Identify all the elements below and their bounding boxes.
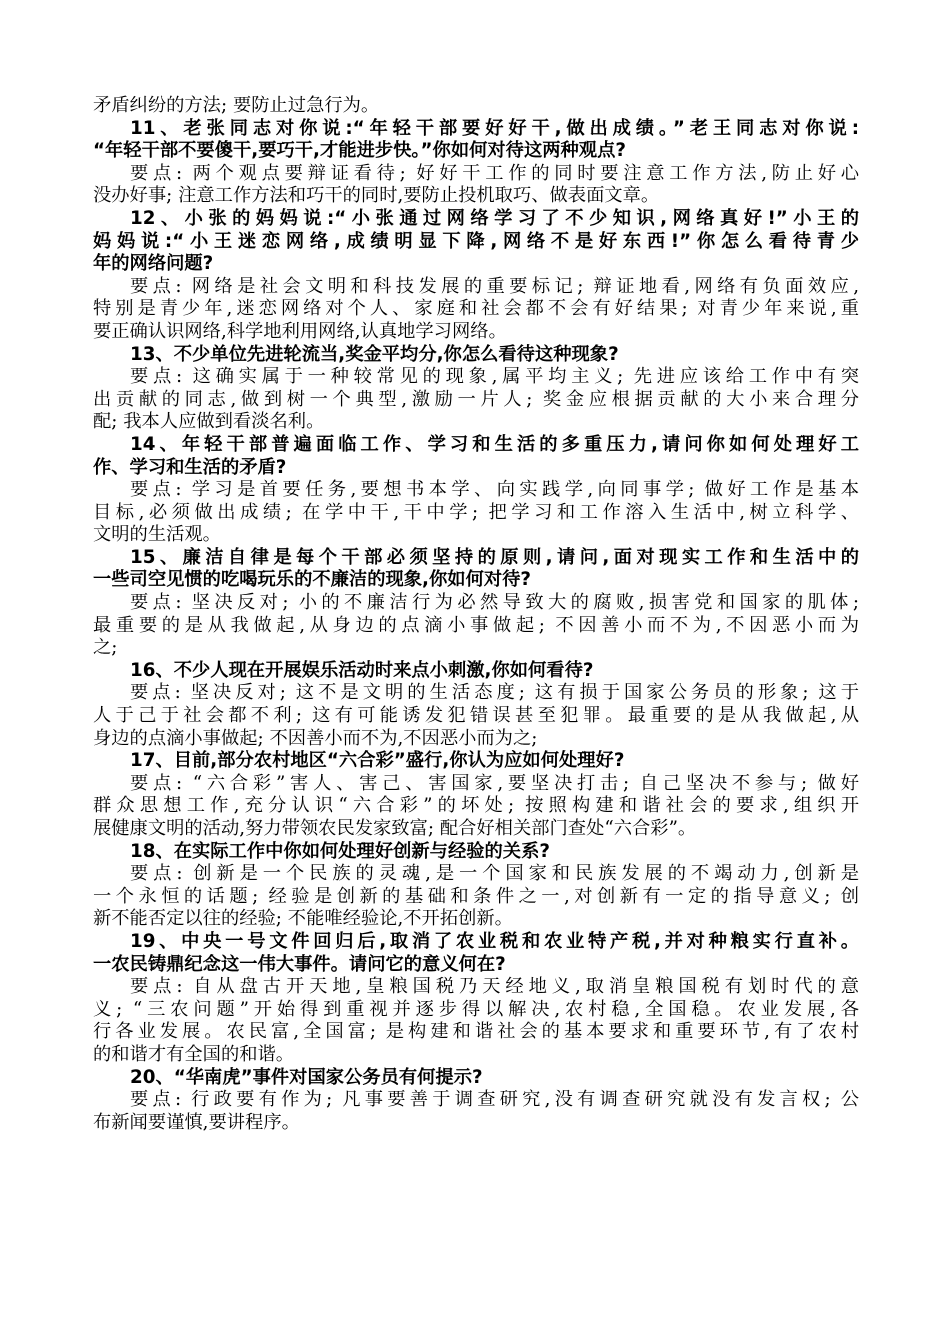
answer-line: 要点: 创新是一个民族的灵魂,是一个国家和民族发展的不竭动力,创新是	[130, 863, 859, 885]
answer-line: 新不能否定以往的经验; 不能唯经验论,不开拓创新。	[93, 908, 513, 930]
answer-line: 要点: 学习是首要任务,要想书本学、向实践学,向同事学; 做好工作是基本	[130, 479, 859, 501]
answer-line: 要点: 坚决反对; 这不是文明的生活态度; 这有损于国家公务员的形象; 这于	[130, 682, 859, 704]
answer-line: 要点: 行政要有作为; 凡事要善于调查研究,没有调查研究就没有发言权; 公	[130, 1089, 859, 1111]
answer-line: 要点: “六合彩”害人、害己、害国家,要坚决打击; 自己坚决不参与; 做好	[130, 772, 859, 794]
answer-line: 行各业发展。农民富,全国富; 是构建和谐社会的基本要求和重要环节,有了农村	[93, 1021, 859, 1043]
answer-line: 矛盾纠纷的方法; 要防止过急行为。	[93, 95, 380, 116]
question-line: 年的网络问题?	[93, 253, 214, 275]
answer-line: 要点: 网络是社会文明和科技发展的重要标记; 辩证地看,网络有负面效应,	[130, 275, 859, 297]
question-line: 18、在实际工作中你如何处理好创新与经验的关系?	[130, 840, 550, 862]
question-line: 作、学习和生活的矛盾?	[93, 456, 287, 478]
question-line: 19、中央一号文件回归后,取消了农业税和农业特产税,并对种粮实行直补。	[130, 930, 859, 952]
answer-line: 群众思想工作,充分认识“六合彩”的坏处; 按照构建和谐社会的要求,组织开	[93, 795, 859, 817]
answer-line: 文明的生活观。	[93, 524, 221, 546]
answer-line: 之;	[93, 637, 118, 659]
question-line: 16、不少人现在开展娱乐活动时来点小刺激,你如何看待?	[130, 659, 594, 681]
answer-line: 义; “三农问题”开始得到重视并逐步得以解决,农村稳,全国稳。农业发展,各	[93, 998, 859, 1020]
answer-line: 要点: 两个观点要辩证看待; 好好干工作的同时要注意工作方法,防止好心	[130, 162, 859, 184]
question-line: 17、目前,部分农村地区“六合彩”盛行,你认为应如何处理好?	[130, 750, 625, 772]
answer-line: 的和谐才有全国的和谐。	[93, 1043, 295, 1065]
question-line: 13、不少单位先进轮流当,奖金平均分,你怎么看待这种现象?	[130, 343, 619, 365]
question-line: 20、“华南虎”事件对国家公务员有何提示?	[130, 1066, 483, 1088]
answer-line: 配; 我本人应做到看淡名利。	[93, 411, 325, 433]
question-line: 一农民铸鼎纪念这一伟大事件。请问它的意义何在?	[93, 953, 506, 975]
question-line: 12、小张的妈妈说:“小张通过网络学习了不少知识,网络真好!”小王的	[130, 207, 859, 229]
answer-line: 布新闻要谨慎,要讲程序。	[93, 1111, 300, 1133]
answer-line: 目标,必须做出成绩; 在学中干,干中学; 把学习和工作溶入生活中,树立科学、	[93, 501, 859, 523]
answer-line: 没办好事; 注意工作方法和巧干的同时,要防止投机取巧、做表面文章。	[93, 185, 660, 207]
answer-line: 要点: 自从盘古开天地,皇粮国税乃天经地义,取消皇粮国税有划时代的意	[130, 976, 859, 998]
answer-line: 展健康文明的活动,努力带领农民发家致富; 配合好相关部门查处“六合彩”。	[93, 818, 697, 839]
question-line: 一些司空见惯的吃喝玩乐的不廉洁的现象,你如何对待?	[93, 569, 532, 591]
answer-line: 要点: 这确实属于一种较常见的现象,属平均主义; 先进应该给工作中有突	[130, 366, 859, 388]
answer-line: 人于己于社会都不利; 这有可能诱发犯错误甚至犯罪。最重要的是从我做起,从	[93, 705, 859, 727]
answer-line: 出贡献的同志,做到树一个典型,激励一片人; 奖金应根据贡献的大小来合理分	[93, 388, 859, 410]
answer-line: 一个永恒的话题; 经验是创新的基础和条件之一,对创新有一定的指导意义; 创	[93, 885, 859, 907]
question-line: “年轻干部不要傻干,要巧干,才能进步快。”你如何对待这两种观点?	[93, 140, 626, 162]
answer-line: 要正确认识网络,科学地利用网络,认真地学习网络。	[93, 320, 507, 342]
answer-line: 特别是青少年,迷恋网络对个人、家庭和社会都不会有好结果; 对青少年来说,重	[93, 298, 859, 320]
answer-line: 要点: 坚决反对; 小的不廉洁行为必然导致大的腐败,损害党和国家的肌体;	[130, 592, 859, 614]
question-line: 15、廉洁自律是每个干部必须坚持的原则,请问,面对现实工作和生活中的	[130, 546, 859, 568]
answer-line: 身边的点滴小事做起; 不因善小而不为,不因恶小而为之;	[93, 727, 538, 749]
question-line: 14、年轻干部普遍面临工作、学习和生活的多重压力,请问你如何处理好工	[130, 433, 859, 455]
question-line: 妈妈说:“小王迷恋网络,成绩明显下降,网络不是好东西!”你怎么看待青少	[93, 230, 859, 252]
document-page	[93, 95, 859, 1134]
answer-line: 最重要的是从我做起,从身边的点滴小事做起; 不因善小而不为,不因恶小而为	[93, 614, 859, 636]
question-line: 11、老张同志对你说:“年轻干部要好好干,做出成绩。”老王同志对你说:	[130, 117, 859, 139]
